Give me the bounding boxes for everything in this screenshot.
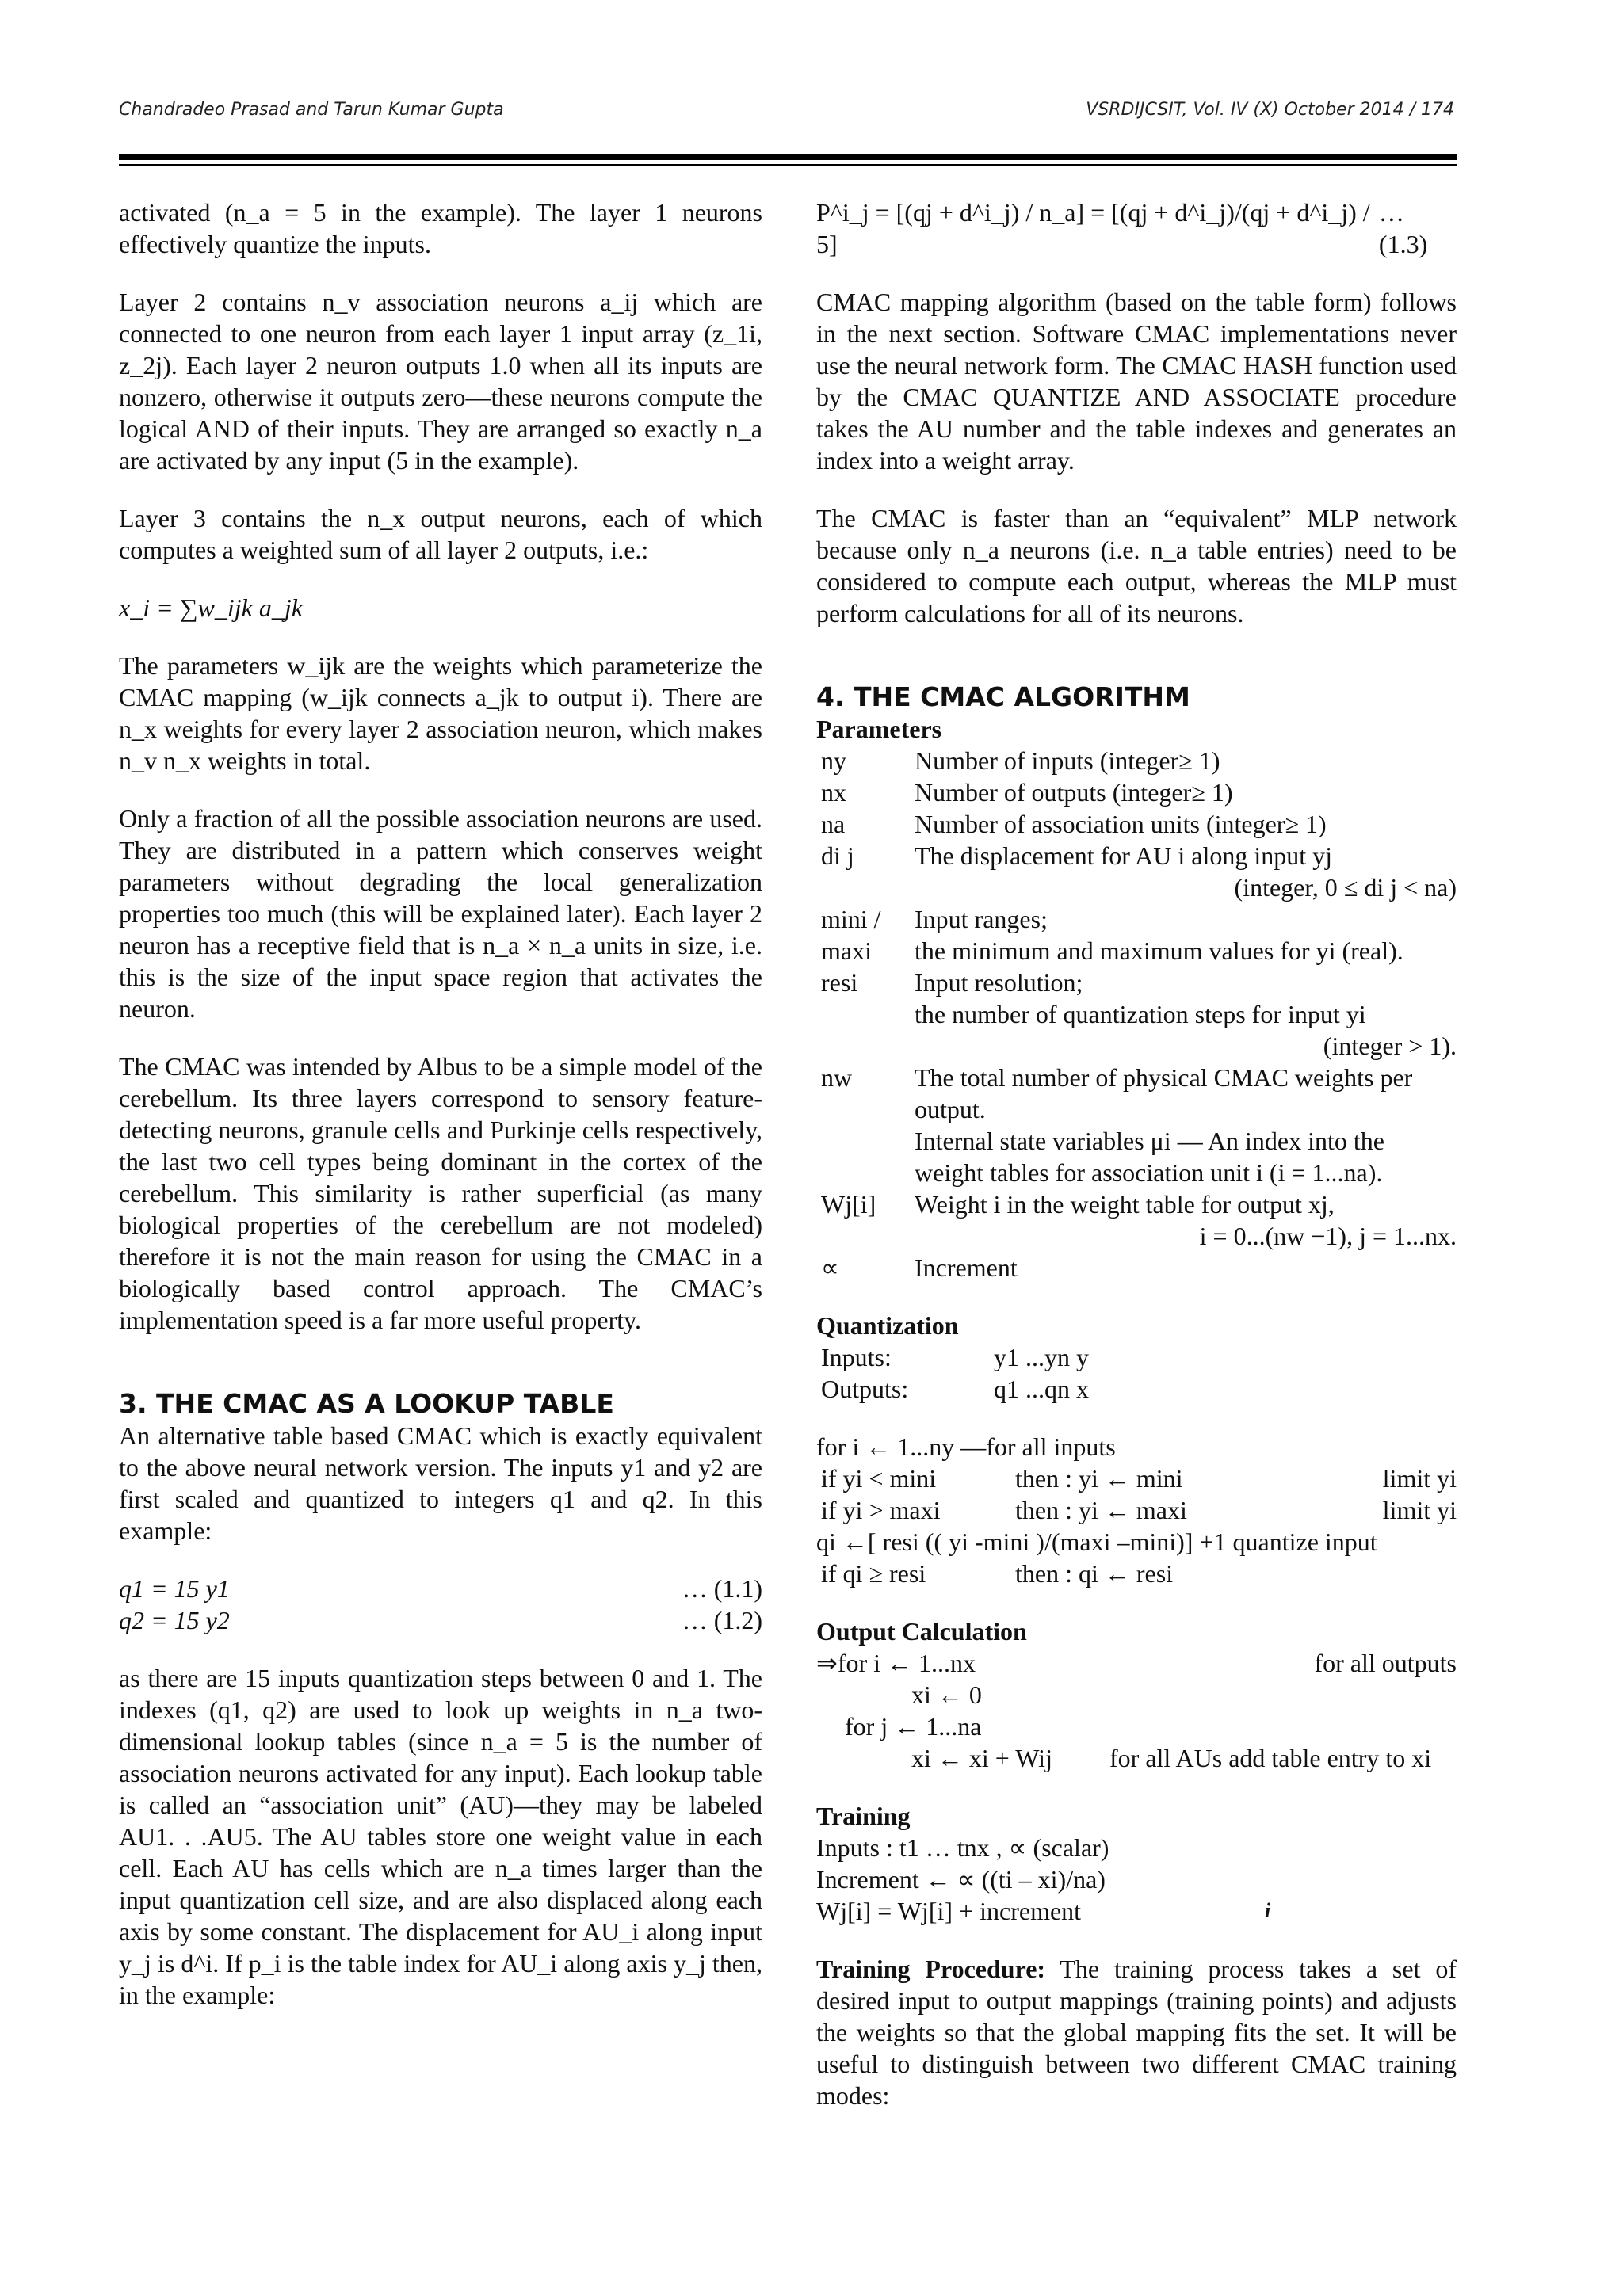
parameter-description — [915, 1062, 1457, 1125]
parameter-description — [915, 745, 1457, 776]
algo-line: Inputs : t1 … tnx , ∝ (scalar) — [816, 1833, 1109, 1862]
parameter-description — [915, 1125, 1457, 1188]
parameter-text: the number of quantization steps for input yi — [915, 1000, 1366, 1028]
parameter-row — [816, 998, 1457, 1062]
equation-1-2 — [119, 1604, 762, 1636]
equation-number: … (1.3) — [1378, 198, 1428, 258]
algo-comment: limit yi — [1382, 1464, 1457, 1493]
parameter-description — [915, 808, 1457, 840]
training-procedure-text: The training process takes a set of desired input to output mappings (training points) and adjusts the weights so that the global mapping fits the set. It will be useful to distinguish between two different CMAC training modes: — [816, 1955, 1457, 2110]
spacer — [816, 1774, 1457, 1800]
parameter-row — [816, 1062, 1457, 1125]
equation-1-1 — [119, 1573, 762, 1604]
parameter-symbol: maxi — [821, 936, 872, 965]
inputs-label: Inputs: — [821, 1343, 892, 1371]
parameter-range: i = 0...(nw −1), j = 1...nx. — [1199, 1222, 1457, 1250]
parameter-symbol: di j — [821, 841, 854, 870]
spacer — [119, 1362, 762, 1388]
stray-mark: i — [1265, 1899, 1271, 1922]
quantization-io — [816, 1341, 1089, 1405]
algo-action: then : yi ← mini — [1015, 1464, 1183, 1493]
parameter-symbol: na — [821, 810, 846, 838]
parameter-row — [816, 1252, 1457, 1283]
spacer — [816, 655, 1457, 681]
paragraph: The parameters w_ijk are the weights which parameterize the CMAC mapping (w_ijk connects a_jk to output i). There are n_x weights for every layer 2 association neuron, which makes n_v n_x weights in total. — [119, 651, 762, 775]
algo-cond: if yi > maxi — [821, 1496, 941, 1524]
output-calculation-title: Output Calculation — [816, 1617, 1027, 1646]
parameter-row — [816, 935, 1457, 967]
algo-line — [816, 1494, 1457, 1526]
inputs-value: y1 ...yn y — [994, 1343, 1089, 1371]
algo-line — [816, 1558, 1457, 1589]
parameter-text: Increment — [915, 1253, 1018, 1282]
parameter-symbol: Wj[i] — [821, 1190, 876, 1219]
parameter-text: Number of inputs (integer≥ 1) — [915, 746, 1220, 775]
header-authors: Chandradeo Prasad and Tarun Kumar Gupta — [119, 100, 504, 120]
parameter-row — [816, 967, 1457, 998]
parameter-symbol: ny — [821, 746, 846, 775]
algo-line: for i ← 1...ny —for all inputs — [816, 1432, 1116, 1461]
section-heading: 3. THE CMAC AS A LOOKUP TABLE — [119, 1388, 614, 1419]
training-procedure-title: Training Procedure: — [816, 1955, 1046, 1983]
algo-line: qi ←[ resi (( yi -mini )/(maxi –mini)] +1 quantize input — [816, 1527, 1377, 1556]
algo-comment: limit yi — [1382, 1496, 1457, 1524]
parameter-text: Input ranges; — [915, 905, 1048, 933]
section-heading: 4. THE CMAC ALGORITHM — [816, 681, 1190, 712]
parameter-text: Number of outputs (integer≥ 1) — [915, 778, 1233, 807]
equation-text: q2 = 15 y2 — [119, 1606, 230, 1634]
parameters-title: Parameters — [816, 715, 942, 743]
parameter-range: (integer, 0 ≤ di j < na) — [1234, 873, 1457, 902]
parameter-row — [816, 745, 1457, 776]
algo-action: Wj[i] = Wj[i] + increment — [816, 1897, 1082, 1925]
paragraph: Layer 2 contains n_v association neurons a_ij which are connected to one neuron from each layer 1 input array (z_1i, z_2j). Each layer 2 neuron outputs 1.0 when all its inputs are nonzero, otherwise it outputs zero—these neurons compute the logical AND of their inputs. They are arranged so exactly n_a are activated by any input (5 in the example). — [119, 288, 762, 475]
algo-comment: for all AUs add table entry to xi — [1109, 1744, 1432, 1772]
paragraph: as there are 15 inputs quantization steps between 0 and 1. The indexes (q1, q2) are used to look up weights in n_a two-dimensional lookup tables (since n_a = 5 is the number of association neurons activated for any input). Each lookup table is called an “association unit” (AU)—they may be labeled AU1. . .AU5. The AU tables store one weight value in each cell. Each AU has cells which are n_a times larger than the input quantization cell size, and are also displaced along each axis by some constant. The displacement for AU_i along input y_j is d^i. If p_i is the table index for AU_i along axis y_j then, in the example: — [119, 1664, 762, 2009]
parameter-range: (integer > 1). — [1323, 1032, 1457, 1060]
equation-number: … (1.1) — [682, 1574, 762, 1603]
spacer — [816, 1283, 1457, 1310]
outputs-label: Outputs: — [821, 1375, 909, 1403]
parameter-text: the minimum and maximum values for yi (real). — [915, 936, 1403, 965]
parameter-text: Input resolution; — [915, 968, 1083, 997]
parameter-row — [816, 776, 1457, 808]
equation-text: q1 = 15 y1 — [119, 1574, 230, 1603]
parameter-description — [915, 1188, 1457, 1252]
parameter-symbol: ∝ — [821, 1253, 839, 1282]
paragraph: The CMAC was intended by Albus to be a simple model of the cerebellum. Its three layers correspond to sensory feature-detecting neurons, granule cells and Purkinje cells respectively, the last two cell types being dominant in the cortex of the cerebellum. This similarity is rather superficial (as many biological properties of the cerebellum are not modeled) therefore it is not the main reason for using the CMAC in a biologically based control approach. The CMAC’s implementation speed is a far more useful property. — [119, 1052, 762, 1334]
parameter-description — [915, 840, 1457, 903]
algo-action: ⇒for i ← 1...nx — [816, 1649, 976, 1677]
parameter-text: The displacement for AU i along input yj — [915, 841, 1332, 870]
parameter-description — [915, 776, 1457, 808]
parameter-description — [915, 1252, 1457, 1283]
parameter-symbol: nw — [821, 1063, 853, 1092]
parameter-text: Number of association units (integer≥ 1) — [915, 810, 1327, 838]
algo-action: xi ← xi + Wij — [911, 1744, 1052, 1772]
parameter-row — [816, 808, 1457, 840]
parameter-row — [816, 1125, 1457, 1188]
parameter-description — [915, 967, 1457, 998]
parameter-text: Weight i in the weight table for output xj, — [915, 1190, 1335, 1219]
parameter-row — [816, 903, 1457, 935]
quantization-algorithm — [816, 1431, 1457, 1589]
algo-action: then : yi ← maxi — [1015, 1496, 1187, 1524]
training-algorithm — [816, 1832, 1457, 1927]
left-column — [119, 196, 762, 2037]
right-column — [816, 196, 1457, 2138]
quantization-title: Quantization — [816, 1311, 959, 1340]
paragraph: The CMAC is faster than an “equivalent” MLP network because only n_a neurons (i.e. n_a table entries) need to be considered to compute each output, whereas the MLP must perform calculations for all of its neurons. — [816, 504, 1457, 627]
equation-text: P^i_j = [(qj + d^i_j) / n_a] = [(qj + d^i_j)/(qj + d^i_j) / 5] — [816, 198, 1370, 258]
algo-line — [816, 1463, 1457, 1494]
spacer — [816, 1589, 1457, 1615]
training-title: Training — [816, 1802, 911, 1830]
algo-cond: if yi < mini — [821, 1464, 937, 1493]
header-rule-thick — [119, 154, 1457, 160]
outputs-value: q1 ...qn x — [994, 1375, 1089, 1403]
parameter-text: The total number of physical CMAC weights per output. — [915, 1063, 1413, 1123]
algo-line: for j ← 1...na — [845, 1712, 982, 1741]
algo-cond: if qi ≥ resi — [821, 1559, 926, 1588]
algo-line — [816, 1742, 1457, 1774]
parameter-row — [816, 840, 1457, 903]
algo-line: Increment ← ∝ ((ti – xi)/na) — [816, 1865, 1106, 1894]
paragraph: Layer 3 contains the n_x output neurons, each of which computes a weighted sum of all layer 2 outputs, i.e.: — [119, 504, 762, 564]
paragraph: Only a fraction of all the possible association neurons are used. They are distributed in a pattern which conserves weight parameters without degrading the local generalization properties too much (this will be explained later). Each layer 2 neuron has a receptive field that is n_a × n_a units in size, i.e. this is the size of the input space region that activates the neuron. — [119, 804, 762, 1023]
header-rule-thin — [119, 164, 1457, 166]
parameter-description — [915, 935, 1457, 967]
algo-comment: for all outputs — [1314, 1649, 1457, 1677]
algo-action: then : qi ← resi — [1015, 1559, 1174, 1588]
parameter-description — [915, 903, 1457, 935]
parameter-symbol — [816, 1125, 915, 1188]
paragraph: An alternative table based CMAC which is exactly equivalent to the above neural network version. The inputs y1 and y2 are first scaled and quantized to integers q1 and q2. In this example: — [119, 1421, 762, 1545]
header-journal: VSRDIJCSIT, Vol. IV (X) October 2014 / 174 — [1086, 100, 1454, 120]
equation-1-3 — [816, 196, 1457, 260]
parameter-symbol — [816, 998, 915, 1062]
parameter-symbol: resi — [821, 968, 858, 997]
spacer — [816, 1927, 1457, 1953]
parameter-description — [915, 998, 1457, 1062]
parameter-symbol: mini / — [821, 905, 881, 933]
parameter-text: Internal state variables μi — An index into the weight tables for association unit i (i = 1...na). — [915, 1127, 1384, 1187]
parameter-row — [816, 1188, 1457, 1252]
spacer — [816, 1405, 1457, 1431]
equation-number: … (1.2) — [682, 1606, 762, 1634]
paragraph: CMAC mapping algorithm (based on the table form) follows in the next section. Software CMAC implementations never use the neural network form. The CMAC HASH function used by the CMAC QUANTIZE AND ASSOCIATE procedure takes the AU number and the table indexes and generates an index into a weight array. — [816, 288, 1457, 475]
training-procedure-paragraph — [816, 1953, 1457, 2111]
parameters-table — [816, 745, 1457, 1283]
algo-line — [816, 1647, 1457, 1679]
algo-line — [816, 1895, 1457, 1927]
equation-sum: x_i = ∑w_ijk a_jk — [119, 593, 303, 622]
output-algorithm — [816, 1647, 1457, 1774]
algo-line: xi ← 0 — [911, 1680, 982, 1709]
paragraph: activated (n_a = 5 in the example). The layer 1 neurons effectively quantize the inputs. — [119, 198, 762, 258]
parameter-symbol: nx — [821, 778, 846, 807]
